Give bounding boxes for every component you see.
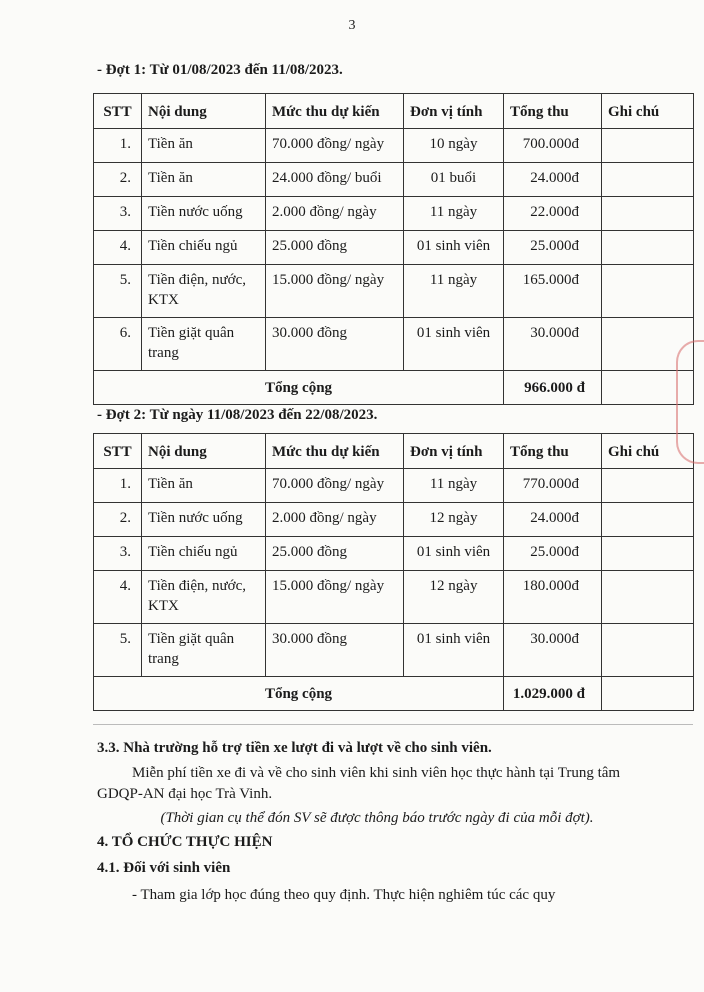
cell-content: Tiền điện, nước, KTX bbox=[142, 571, 266, 624]
section-4-1-heading: 4.1. Đối với sinh viên bbox=[97, 860, 231, 876]
section-3-3-body: Miễn phí tiền xe đi và về cho sinh viên khi sinh viên học thực hành tại Trung tâm GDQP-AN đại học Trà Vinh. bbox=[97, 765, 621, 802]
cell-note bbox=[602, 265, 694, 318]
total-row bbox=[94, 677, 694, 711]
cell-stt: 6. bbox=[94, 318, 142, 371]
cell-content: Tiền nước uống bbox=[142, 197, 266, 231]
table-row bbox=[94, 265, 694, 318]
cell-stt: 2. bbox=[94, 503, 142, 537]
cell-note bbox=[602, 231, 694, 265]
cell-rate: 25.000 đồng bbox=[266, 231, 404, 265]
header-note: Ghi chú bbox=[602, 94, 694, 129]
cell-unit: 01 sinh viên bbox=[404, 318, 504, 371]
cell-stt: 4. bbox=[94, 231, 142, 265]
cell-total: 25.000đ bbox=[504, 537, 602, 571]
cell-content: Tiền nước uống bbox=[142, 503, 266, 537]
cell-total: 700.000đ bbox=[504, 129, 602, 163]
cell-total: 30.000đ bbox=[504, 624, 602, 677]
total-value: 1.029.000 đ bbox=[504, 677, 602, 711]
cell-stt: 3. bbox=[94, 537, 142, 571]
cell-total: 165.000đ bbox=[504, 265, 602, 318]
cell-content: Tiền ăn bbox=[142, 129, 266, 163]
section-4-1-body: - Tham gia lớp học đúng theo quy định. Thực hiện nghiêm túc các quy bbox=[132, 887, 556, 903]
period2-heading: - Đợt 2: Từ ngày 11/08/2023 đến 22/08/2023. bbox=[97, 407, 378, 423]
table-row bbox=[94, 163, 694, 197]
cell-unit: 11 ngày bbox=[404, 197, 504, 231]
red-stamp-fragment bbox=[676, 340, 704, 464]
total-value: 966.000 đ bbox=[504, 371, 602, 405]
cell-total: 180.000đ bbox=[504, 571, 602, 624]
cell-content: Tiền ăn bbox=[142, 469, 266, 503]
table-row bbox=[94, 537, 694, 571]
cell-unit: 01 sinh viên bbox=[404, 624, 504, 677]
total-label: Tổng cộng bbox=[94, 371, 504, 405]
cell-total: 24.000đ bbox=[504, 503, 602, 537]
cell-stt: 1. bbox=[94, 129, 142, 163]
table-header-row bbox=[94, 434, 694, 469]
cell-unit: 12 ngày bbox=[404, 503, 504, 537]
table-row bbox=[94, 503, 694, 537]
cell-rate: 15.000 đồng/ ngày bbox=[266, 571, 404, 624]
header-content: Nội dung bbox=[142, 94, 266, 129]
cell-unit: 01 sinh viên bbox=[404, 537, 504, 571]
cell-total: 30.000đ bbox=[504, 318, 602, 371]
cell-rate: 70.000 đồng/ ngày bbox=[266, 129, 404, 163]
cell-total: 22.000đ bbox=[504, 197, 602, 231]
header-note: Ghi chú bbox=[602, 434, 694, 469]
cell-stt: 5. bbox=[94, 624, 142, 677]
table-row bbox=[94, 624, 694, 677]
table-row bbox=[94, 231, 694, 265]
cell-unit: 10 ngày bbox=[404, 129, 504, 163]
cell-total: 24.000đ bbox=[504, 163, 602, 197]
table-row bbox=[94, 197, 694, 231]
cell-unit: 11 ngày bbox=[404, 265, 504, 318]
period1-fee-table bbox=[93, 93, 694, 405]
total-label: Tổng cộng bbox=[94, 677, 504, 711]
header-stt: STT bbox=[94, 94, 142, 129]
period1-heading: - Đợt 1: Từ 01/08/2023 đến 11/08/2023. bbox=[97, 62, 343, 78]
table-row bbox=[94, 469, 694, 503]
cell-content: Tiền điện, nước, KTX bbox=[142, 265, 266, 318]
table-row bbox=[94, 571, 694, 624]
cell-stt: 1. bbox=[94, 469, 142, 503]
total-note bbox=[602, 677, 694, 711]
header-content: Nội dung bbox=[142, 434, 266, 469]
section-4-heading: 4. TỔ CHỨC THỰC HIỆN bbox=[97, 834, 273, 850]
cell-rate: 2.000 đồng/ ngày bbox=[266, 503, 404, 537]
cell-stt: 2. bbox=[94, 163, 142, 197]
cell-content: Tiền chiếu ngủ bbox=[142, 537, 266, 571]
cell-unit: 01 buổi bbox=[404, 163, 504, 197]
cell-rate: 30.000 đồng bbox=[266, 318, 404, 371]
section-3-3-heading: 3.3. Nhà trường hỗ trợ tiền xe lượt đi và lượt về cho sinh viên. bbox=[97, 740, 492, 756]
header-rate: Mức thu dự kiến bbox=[266, 94, 404, 129]
header-total: Tổng thu bbox=[504, 94, 602, 129]
section-3-3-note: (Thời gian cụ thể đón SV sẽ được thông báo trước ngày đi của mỗi đợt). bbox=[160, 810, 594, 826]
cell-unit: 01 sinh viên bbox=[404, 231, 504, 265]
cell-rate: 2.000 đồng/ ngày bbox=[266, 197, 404, 231]
header-rate: Mức thu dự kiến bbox=[266, 434, 404, 469]
cell-note bbox=[602, 129, 694, 163]
cell-stt: 5. bbox=[94, 265, 142, 318]
cell-note bbox=[602, 469, 694, 503]
cell-rate: 30.000 đồng bbox=[266, 624, 404, 677]
cell-rate: 24.000 đồng/ buổi bbox=[266, 163, 404, 197]
header-unit: Đơn vị tính bbox=[404, 94, 504, 129]
total-row bbox=[94, 371, 694, 405]
cell-content: Tiền giặt quân trang bbox=[142, 318, 266, 371]
cell-total: 770.000đ bbox=[504, 469, 602, 503]
page-divider bbox=[93, 724, 693, 725]
cell-stt: 4. bbox=[94, 571, 142, 624]
cell-stt: 3. bbox=[94, 197, 142, 231]
table-row bbox=[94, 129, 694, 163]
cell-note bbox=[602, 163, 694, 197]
cell-note bbox=[602, 503, 694, 537]
period2-fee-table bbox=[93, 433, 694, 711]
cell-content: Tiền ăn bbox=[142, 163, 266, 197]
cell-note bbox=[602, 624, 694, 677]
table-header-row bbox=[94, 94, 694, 129]
cell-content: Tiền chiếu ngủ bbox=[142, 231, 266, 265]
header-stt: STT bbox=[94, 434, 142, 469]
cell-total: 25.000đ bbox=[504, 231, 602, 265]
cell-rate: 15.000 đồng/ ngày bbox=[266, 265, 404, 318]
page-number: 3 bbox=[348, 18, 356, 33]
cell-rate: 25.000 đồng bbox=[266, 537, 404, 571]
cell-note bbox=[602, 537, 694, 571]
cell-rate: 70.000 đồng/ ngày bbox=[266, 469, 404, 503]
header-total: Tổng thu bbox=[504, 434, 602, 469]
cell-note bbox=[602, 571, 694, 624]
header-unit: Đơn vị tính bbox=[404, 434, 504, 469]
cell-unit: 12 ngày bbox=[404, 571, 504, 624]
cell-note bbox=[602, 197, 694, 231]
cell-content: Tiền giặt quân trang bbox=[142, 624, 266, 677]
table-row bbox=[94, 318, 694, 371]
cell-unit: 11 ngày bbox=[404, 469, 504, 503]
